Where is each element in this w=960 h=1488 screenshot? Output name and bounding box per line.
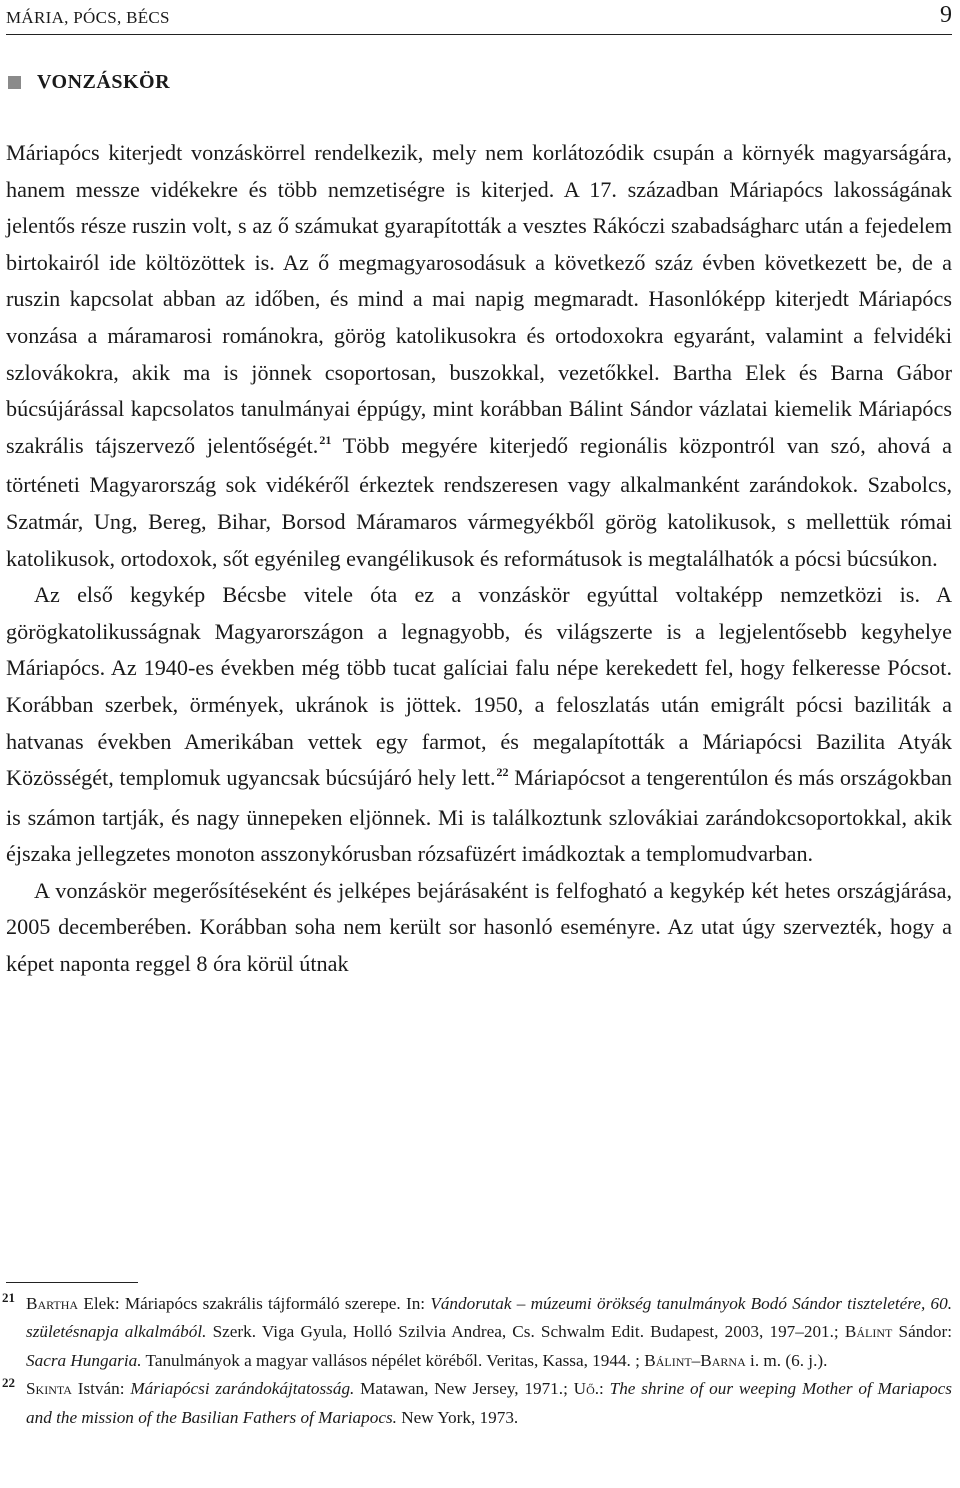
footnote-author: Bartha <box>26 1294 79 1313</box>
footnote-text: Elek: Máriapócs szakrális tájformáló szerepe. In: <box>78 1294 431 1313</box>
footnote-divider <box>6 1282 138 1283</box>
paragraph-1-text-a: Máriapócs kiterjedt vonzáskörrel rendelkezik, mely nem korlátozódik csupán a környék magyarságára, hanem messze vidékekre és több nemzetiségre is kiterjed. A 17. században Máriapócs lakosságának jelentős része ruszin volt, s az ő számukat gyarapították a vesztes Rákóczi szabadságharc után a fejedelem birtokairól ide költözöttek is. Az ő megmagyarosodásuk a következő száz évben következett be, de a ruszin kapcsolat abban az időben, és mind a mai napig megmaradt. Hasonlóképp kiterjedt Máriapócs vonzása a máramarosi románokra, görög katolikusokra és ortodoxokra egyaránt, valamint a felvidéki szlovákokra, akik ma is jönnek csoportosan, buszokkal, vezetőkkel. Bartha Elek és Barna Gábor búcsújárással kapcsolatos tanulmányai éppúgy, mint korábban Bálint Sándor vázlatai kiemelik Máriapócs szakrális tájszervező jelentőségét. <box>6 140 952 458</box>
section-heading <box>6 71 170 94</box>
footnote-author: Uő. <box>573 1379 600 1399</box>
paragraph-1 <box>6 135 952 577</box>
footnote-title: Máriapócsi zarándokájtatosság. <box>130 1379 355 1399</box>
footnote-number: 22 <box>2 1375 15 1391</box>
section-heading-text: VONZÁSKÖR <box>37 71 171 93</box>
footnote-text: Sándor: <box>892 1322 952 1342</box>
footnote-text: Szerk. Viga Gyula, Holló Szilvia Andrea, Cs. Schwalm Edit. Budapest, 2003, 197–201.; <box>206 1322 845 1342</box>
paragraph-2-text-a: Az első kegykép Bécsbe vitele óta ez a vonzáskör egyúttal voltaképp nemzetközi is. A görögkatolikusságnak Magyarországon a legnagyobb, és világszerte is a legjelentősebb kegyhelye Máriapócs. Az 1940-es években még több tucat galíciai falu népe kerekedett fel, hogy felkeresse Pócsot. Korábban szerbek, örmények, ukránok is jöttek. 1950, a feloszlatás után emigrált pócsi baziliták a hatvanas években Amerikában vettek egy farmot, és megalapították a Máriapócsi Bazilita Atyák Közösségét, templomuk ugyancsak búcsújáró hely lett. <box>6 582 952 791</box>
paragraph-1-text-b: Több megyére kiterjedő regionális központról van szó, ahová a történeti Magyarország sok vidékéről érkeztek rendszeresen vagy alkalmanként zarándokok. Szabolcs, Szatmár, Ung, Bereg, Bihar, Borsod Máramaros vármegyékből görög katolikusok, s mellettük római katolikusok, ortodoxok, sőt egyénileg evangélikusok és reformátusok is megtalálhatók a pócsi búcsúkon. <box>6 432 952 571</box>
page-number: 9 <box>940 2 952 28</box>
footnote-text: Tanulmányok a magyar vallásos népélet köréből. Veritas, Kassa, 1944. ; <box>141 1350 645 1370</box>
footnotes <box>2 1290 952 1432</box>
footnote-author: Bálint–Barna <box>644 1350 746 1370</box>
footnote-text: Matawan, New Jersey, 1971.; <box>354 1379 574 1399</box>
footnote-title: The shrine of our weeping Mother of Mariapocs and the mission of the Basilian Fathers of Mariapocs. <box>26 1379 952 1427</box>
body-text <box>6 135 952 983</box>
footnote-title: Sacra Hungaria. <box>26 1350 142 1370</box>
footnote-22 <box>2 1375 952 1432</box>
footnote-number: 21 <box>2 1290 15 1305</box>
footnote-ref-22[interactable]: 22 <box>496 765 509 780</box>
footnote-21 <box>2 1290 952 1375</box>
footnote-title: Vándorutak – múzeumi örökség tanulmányok Bodó Sándor tiszteletére, 60. születésnapja alkalmából. <box>26 1294 952 1342</box>
paragraph-2 <box>6 577 952 873</box>
footnote-ref-21[interactable]: 21 <box>319 432 332 447</box>
footnote-text: István: <box>71 1379 131 1399</box>
paragraph-2-text-b: Máriapócsot a tengerentúlon és más országokban is számon tartják, és nagy ünnepeken eljönnek. Mi is találkoztunk szlovákiai zarándokcsoportokkal, akik éjszaka jellegzetes monoton asszonykórusban rózsafüzért imádkoztak a templomudvarban. <box>6 765 953 867</box>
footnote-author: Bálint <box>844 1322 893 1342</box>
running-header <box>6 2 952 35</box>
footnote-author: Skinta <box>26 1379 72 1399</box>
footnote-text: New York, 1973. <box>396 1407 519 1427</box>
footnote-text: : <box>599 1379 610 1399</box>
paragraph-3: A vonzáskör megerősítéseként és jelképes bejárásaként is felfogható a kegykép két hetes országjárása, 2005 decemberében. Korábban soha nem került sor hasonló eseményre. Az utat úgy szervezték, hogy a képet naponta reggel 8 óra körül útnak <box>6 877 952 977</box>
footnote-text: i. m. (6. j.). <box>745 1350 828 1370</box>
square-bullet-icon <box>8 76 21 89</box>
running-title: MÁRIA, PÓCS, BÉCS <box>6 8 170 27</box>
